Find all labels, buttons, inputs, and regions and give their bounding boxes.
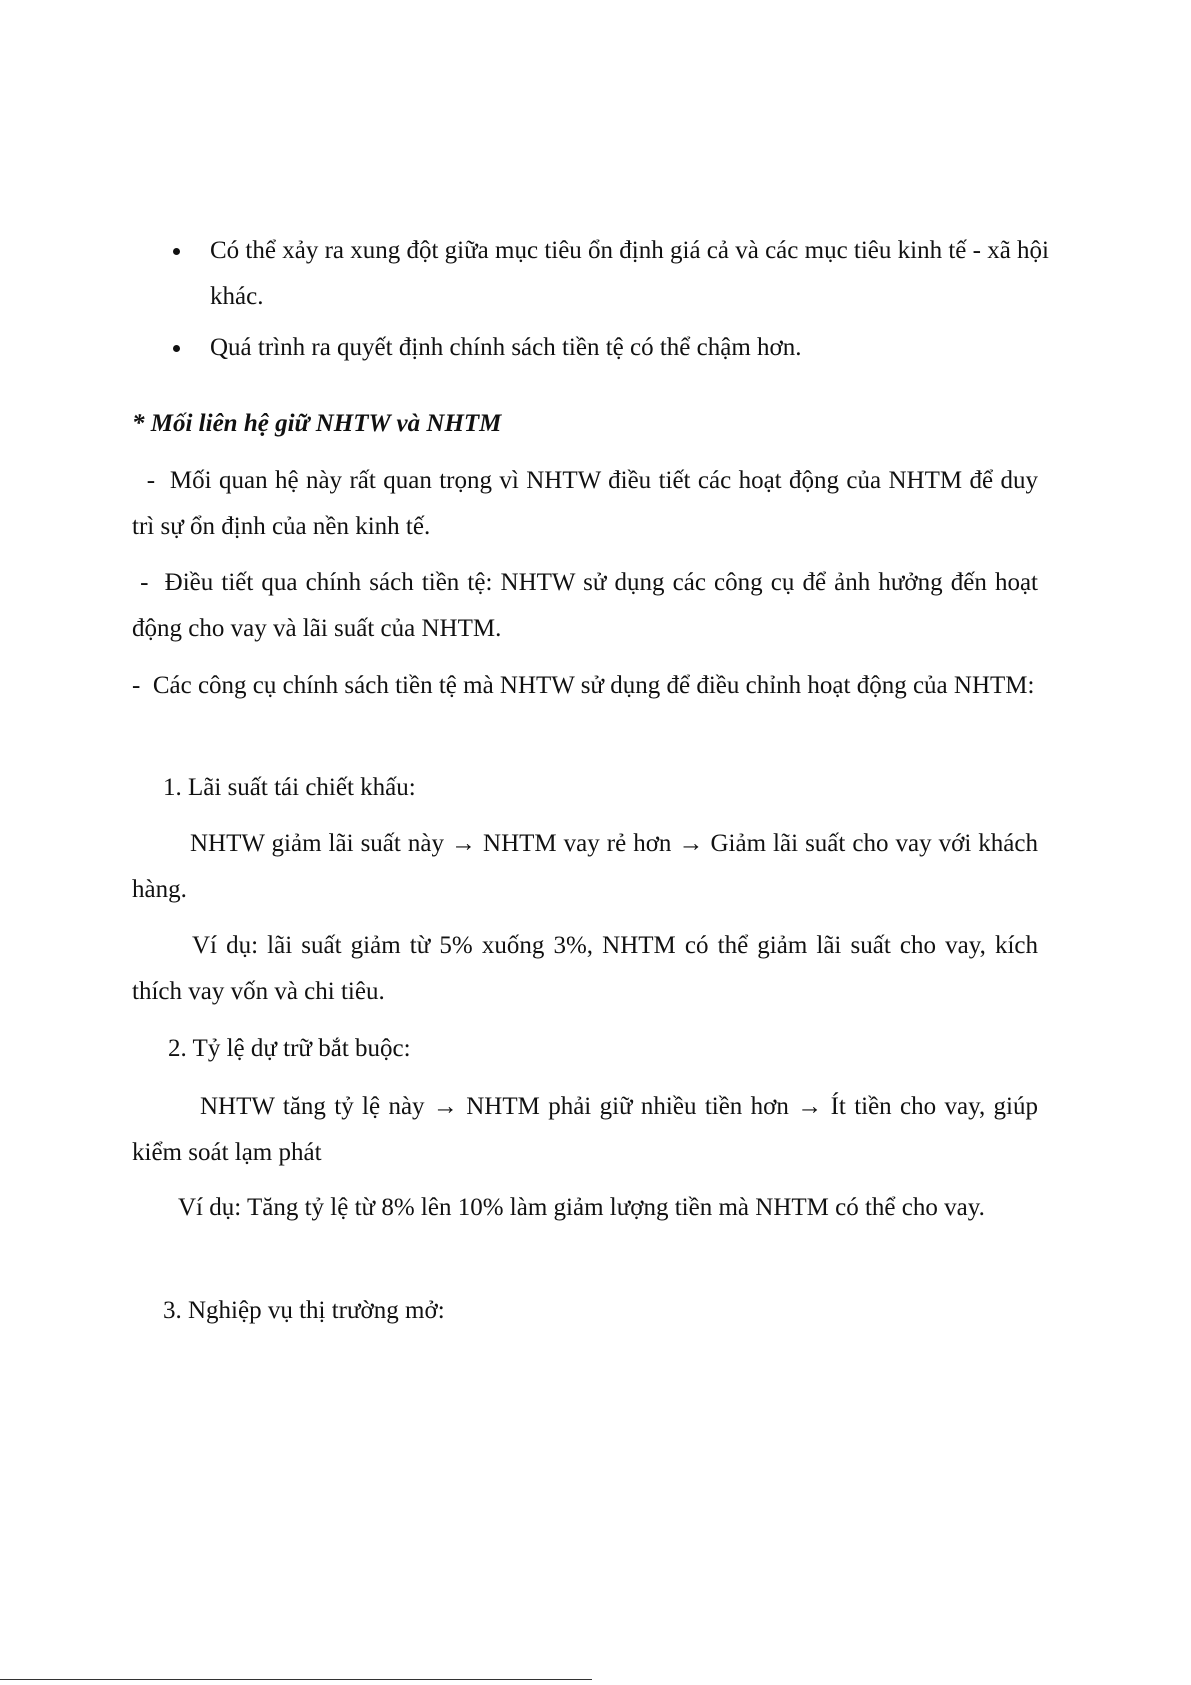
tool-1-title: 1. Lãi suất tái chiết khấu: — [163, 774, 416, 801]
section-heading: * Mối liên hệ giữ NHTW và NHTM — [132, 410, 502, 437]
tool-1-example: Ví dụ: lãi suất giảm từ 5% xuống 3%, NHTM có thể giảm lãi suất cho vay, kích thích vay vốn và chi tiêu. — [132, 932, 1038, 1005]
tool-2-example: Ví dụ: Tăng tỷ lệ từ 8% lên 10% làm giảm lượng tiền mà NHTM có thể cho vay. — [178, 1194, 985, 1221]
list-item — [150, 325, 1050, 371]
paragraph-tools-intro: - Các công cụ chính sách tiền tệ mà NHTW sử dụng để điều chỉnh hoạt động của NHTM: — [132, 672, 1035, 699]
bullet-icon — [173, 248, 180, 255]
tool-3-title: 3. Nghiệp vụ thị trường mở: — [163, 1297, 445, 1324]
tool-2-description: NHTW tăng tỷ lệ này → NHTM phải giữ nhiều tiền hơn → Ít tiền cho vay, giúp kiểm soát lạm phát — [132, 1093, 1038, 1166]
tool-2-title: 2. Tỷ lệ dự trữ bắt buộc: — [168, 1035, 411, 1062]
bullet-list — [150, 228, 1050, 376]
paragraph-relationship: - Mối quan hệ này rất quan trọng vì NHTW điều tiết các hoạt động của NHTM để duy trì sự ổn định của nền kinh tế. — [132, 467, 1045, 540]
tool-1-description: NHTW giảm lãi suất này → NHTM vay rẻ hơn → Giảm lãi suất cho vay với khách hàng. — [132, 830, 1038, 903]
bullet-text: Quá trình ra quyết định chính sách tiền tệ có thể chậm hơn. — [210, 334, 802, 361]
footer-divider — [0, 1679, 592, 1680]
paragraph-regulation: - Điều tiết qua chính sách tiền tệ: NHTW sử dụng các công cụ để ảnh hưởng đến hoạt động cho vay và lãi suất của NHTM. — [132, 569, 1045, 642]
list-item — [150, 228, 1050, 320]
bullet-icon — [173, 345, 180, 352]
bullet-text: Có thể xảy ra xung đột giữa mục tiêu ổn định giá cả và các mục tiêu kinh tế - xã hội khác. — [210, 237, 1050, 310]
